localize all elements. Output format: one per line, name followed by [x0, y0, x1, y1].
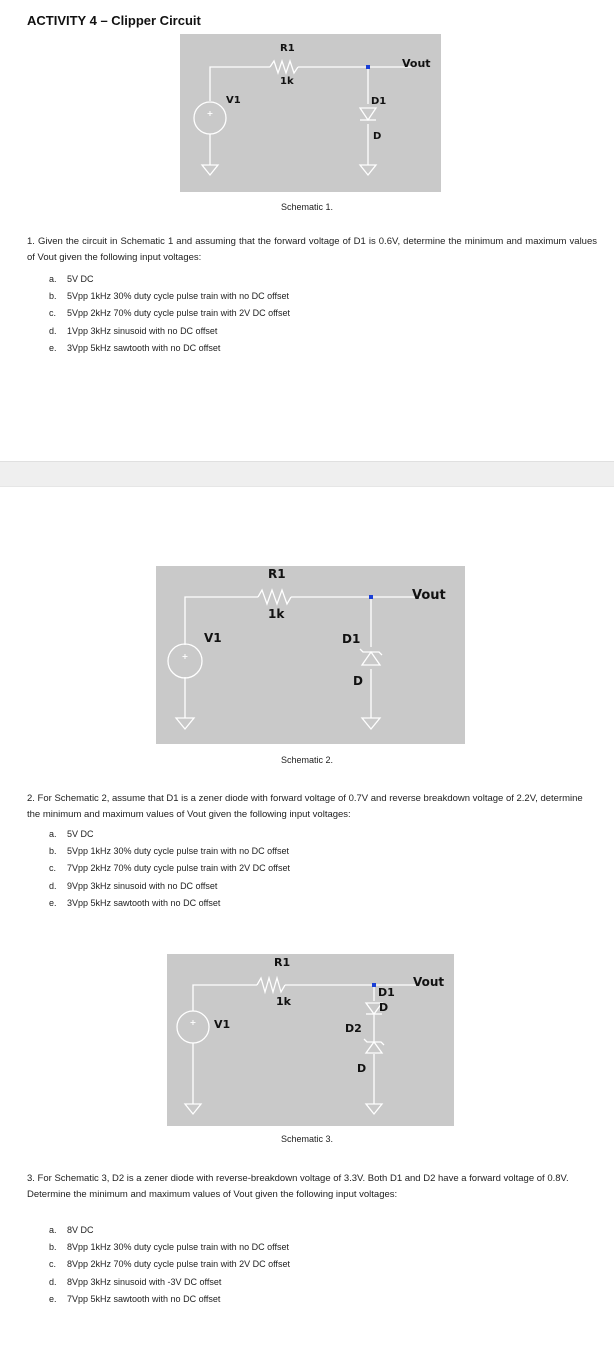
vout-label: Vout [413, 975, 445, 989]
r1-value: 1k [276, 995, 291, 1008]
list-item: b. 8Vpp 1kHz 30% duty cycle pulse train with no DC offset [49, 1242, 289, 1253]
list-item: c. 5Vpp 2kHz 70% duty cycle pulse train with 2V DC offset [49, 308, 290, 319]
schematic-1-caption: Schematic 1. [280, 202, 334, 212]
schematic-3 [167, 954, 454, 1126]
schematic-2-caption: Schematic 2. [280, 755, 334, 765]
v1-label: V1 [226, 95, 241, 106]
svg-text:+: + [206, 109, 214, 118]
d1-label: D1 [378, 986, 395, 999]
list-item: b. 5Vpp 1kHz 30% duty cycle pulse train with no DC offset [49, 846, 289, 857]
list-item: e. 3Vpp 5kHz sawtooth with no DC offset [49, 897, 221, 908]
list-item: d. 9Vpp 3kHz sinusoid with no DC offset [49, 880, 218, 891]
list-item: b. 5Vpp 1kHz 30% duty cycle pulse train with no DC offset [49, 291, 289, 302]
schematic-2-diagram [156, 566, 465, 744]
question-1-options [49, 271, 290, 357]
r1-label: R1 [274, 956, 291, 969]
list-item: a. 8V DC [49, 1225, 94, 1235]
question-1-text: 1. Given the circuit in Schematic 1 and assuming that the forward voltage of D1 is 0.6V, determine the minimum and maximum values of Vout given the following input voltages: [27, 236, 597, 263]
list-item: a. 5V DC [49, 829, 94, 839]
vout-label: Vout [402, 57, 431, 70]
svg-text:+: + [181, 652, 189, 661]
list-item: c. 8Vpp 2kHz 70% duty cycle pulse train with 2V DC offset [49, 1259, 290, 1270]
list-item: c. 7Vpp 2kHz 70% duty cycle pulse train with 2V DC offset [49, 863, 290, 874]
list-item: e. 3Vpp 5kHz sawtooth with no DC offset [49, 342, 221, 353]
schematic-2 [156, 566, 465, 744]
d1-label: D1 [342, 632, 361, 646]
r1-value: 1k [268, 607, 285, 621]
r1-value: 1k [280, 76, 294, 87]
schematic-3-caption: Schematic 3. [280, 1134, 334, 1144]
question-2-text: 2. For Schematic 2, assume that D1 is a zener diode with forward voltage of 0.7V and reverse breakdown voltage of 2.2V, determine the minimum and maximum values of Vout given the following input voltages: [27, 793, 583, 820]
d1-model: D [379, 1001, 389, 1014]
list-item: a. 5V DC [49, 274, 94, 284]
list-item: e. 7Vpp 5kHz sawtooth with no DC offset [49, 1293, 221, 1304]
r1-label: R1 [280, 43, 295, 54]
d1-model: D [353, 674, 363, 688]
list-item: d. 1Vpp 3kHz sinusoid with no DC offset [49, 325, 218, 336]
list-item: d. 8Vpp 3kHz sinusoid with -3V DC offset [49, 1276, 222, 1287]
vout-label: Vout [412, 588, 446, 603]
schematic-3-diagram [167, 954, 454, 1126]
question-3-text: 3. For Schematic 3, D2 is a zener diode with reverse-breakdown voltage of 3.3V. Both D1 and D2 have a forward voltage of 0.8V. Determine the minimum and maximum values of Vout given the following input voltages: [27, 1173, 569, 1200]
question-2-options [49, 826, 290, 912]
schematic-1 [180, 34, 441, 192]
page-title: ACTIVITY 4 – Clipper Circuit [27, 13, 201, 28]
v1-label: V1 [214, 1018, 231, 1031]
page-break [0, 461, 614, 487]
schematic-1-diagram [180, 34, 441, 192]
svg-text:+: + [189, 1018, 197, 1027]
r1-label: R1 [268, 567, 286, 581]
d2-label: D2 [345, 1022, 362, 1035]
v1-label: V1 [204, 631, 222, 645]
d1-label: D1 [371, 96, 387, 107]
d2-model: D [357, 1062, 367, 1075]
d1-model: D [373, 131, 382, 142]
question-3-options [49, 1222, 290, 1308]
